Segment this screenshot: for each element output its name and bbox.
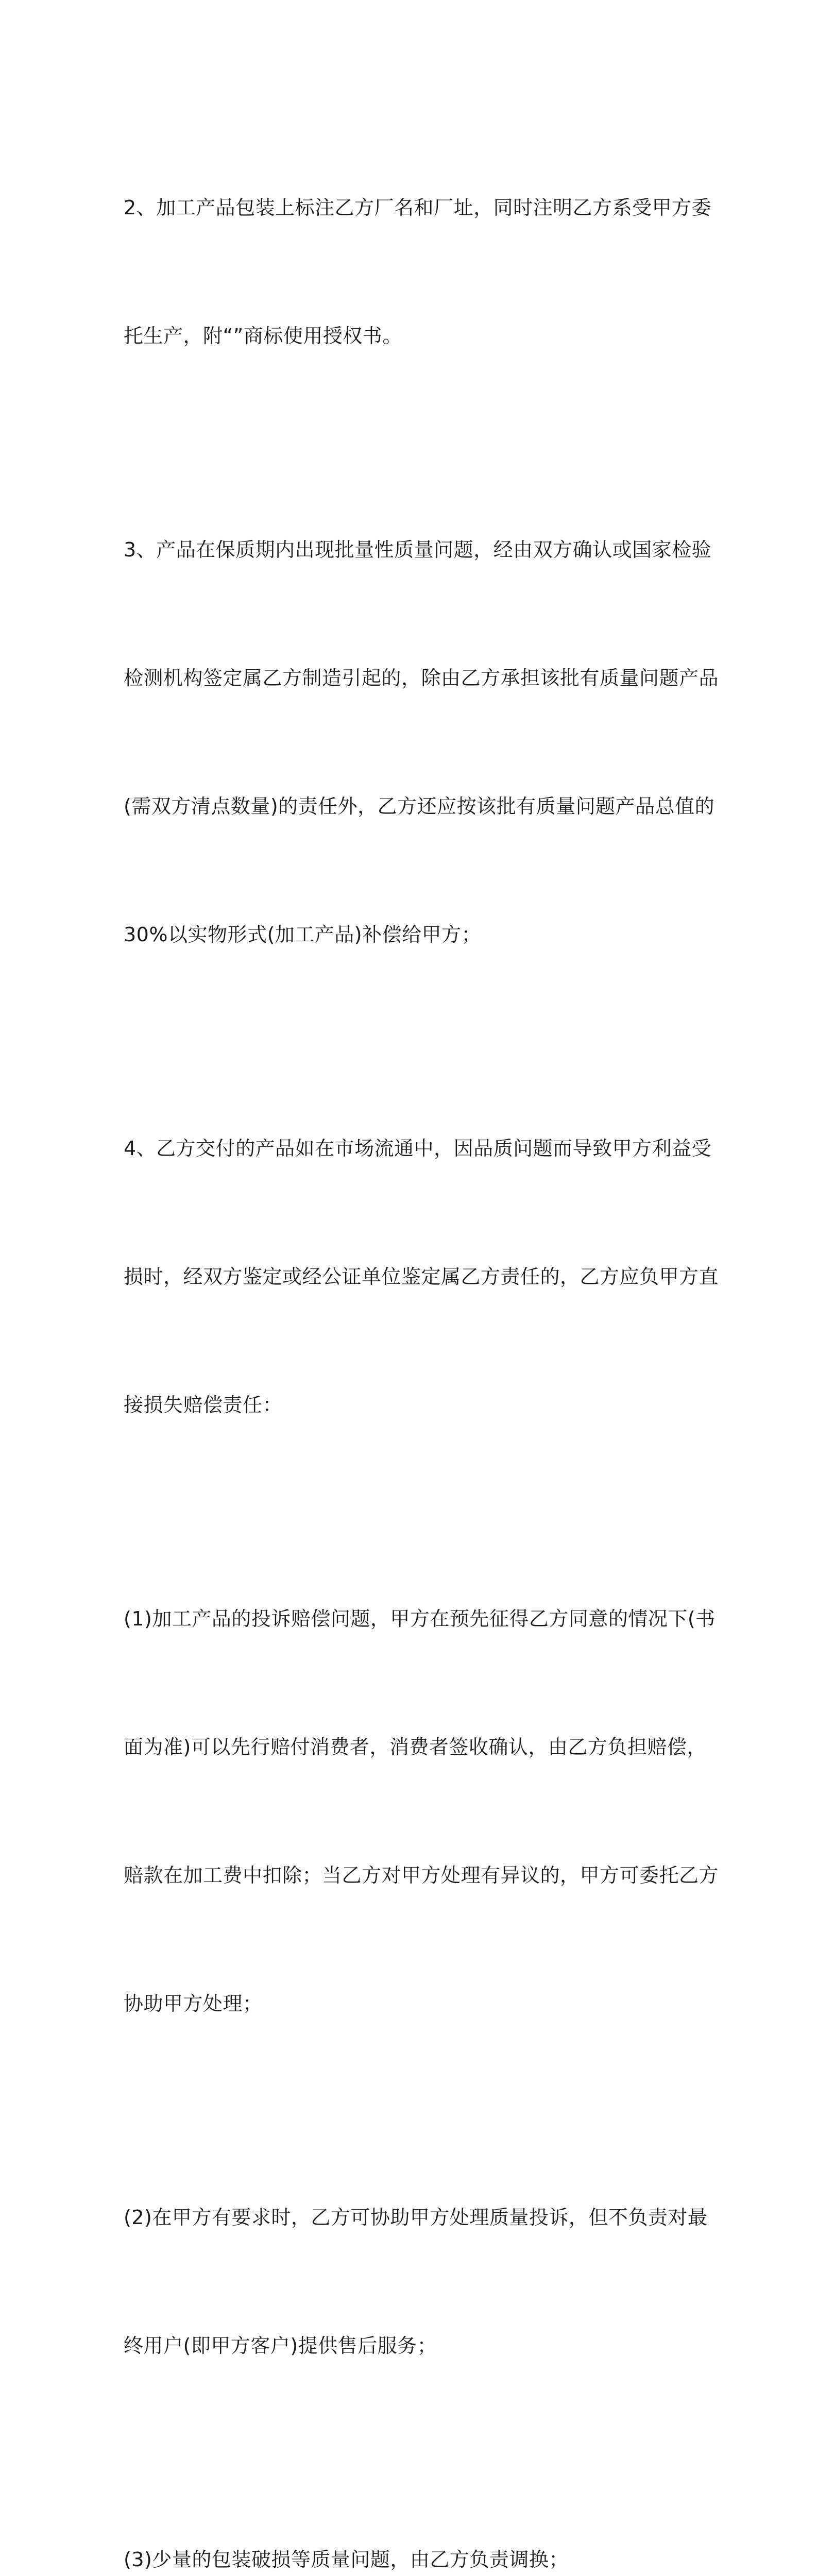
text-line: 终用户(即甲方客户)提供售后服务； [124, 2334, 437, 2357]
text-line: 面为准)可以先行赔付消费者，消费者签收确认，由乙方负担赔偿， [124, 1736, 707, 1758]
text-line: (1)加工产品的投诉赔偿问题，甲方在预先征得乙方同意的情况下(书 [124, 1607, 716, 1630]
paragraph-4-3 [124, 2453, 701, 2576]
paragraph-3 [124, 443, 719, 1042]
text-line: (需双方清点数量)的责任外，乙方还应按该批有质量问题产品总值的 [124, 795, 715, 818]
text-line: 检测机构签定属乙方制造引起的，除由乙方承担该批有质量问题产品 [124, 667, 719, 689]
text-line: (3)少量的包装破损等质量问题，由乙方负责调换； [124, 2548, 569, 2571]
text-line: 30%以实物形式(加工产品)补偿给甲方； [124, 923, 482, 946]
paragraph-4 [124, 1042, 719, 1512]
text-line: 赔款在加工费中扣除；当乙方对甲方处理有异议的，甲方可委托乙方 [124, 1864, 719, 1887]
text-line: 4、乙方交付的产品如在市场流通中，因品质问题而导致甲方利益受 [124, 1137, 712, 1160]
paragraph-4-2 [124, 2111, 708, 2453]
document-page [124, 101, 719, 2576]
text-line: 托生产，附“”商标使用授权书。 [124, 325, 402, 347]
text-line: 协助甲方处理； [124, 1992, 263, 2015]
text-line: (2)在甲方有要求时，乙方可协助甲方处理质量投诉，但不负责对最 [124, 2206, 708, 2229]
paragraph-4-1 [124, 1512, 719, 2111]
text-line: 2、加工产品包装上标注乙方厂名和厂址，同时注明乙方系受甲方委 [124, 196, 712, 219]
text-line: 损时，经双方鉴定或经公证单位鉴定属乙方责任的，乙方应负甲方直 [124, 1265, 719, 1288]
text-line: 3、产品在保质期内出现批量性质量问题，经由双方确认或国家检验 [124, 538, 712, 561]
text-line: 接损失赔偿责任： [124, 1394, 283, 1416]
paragraph-2 [124, 101, 712, 443]
